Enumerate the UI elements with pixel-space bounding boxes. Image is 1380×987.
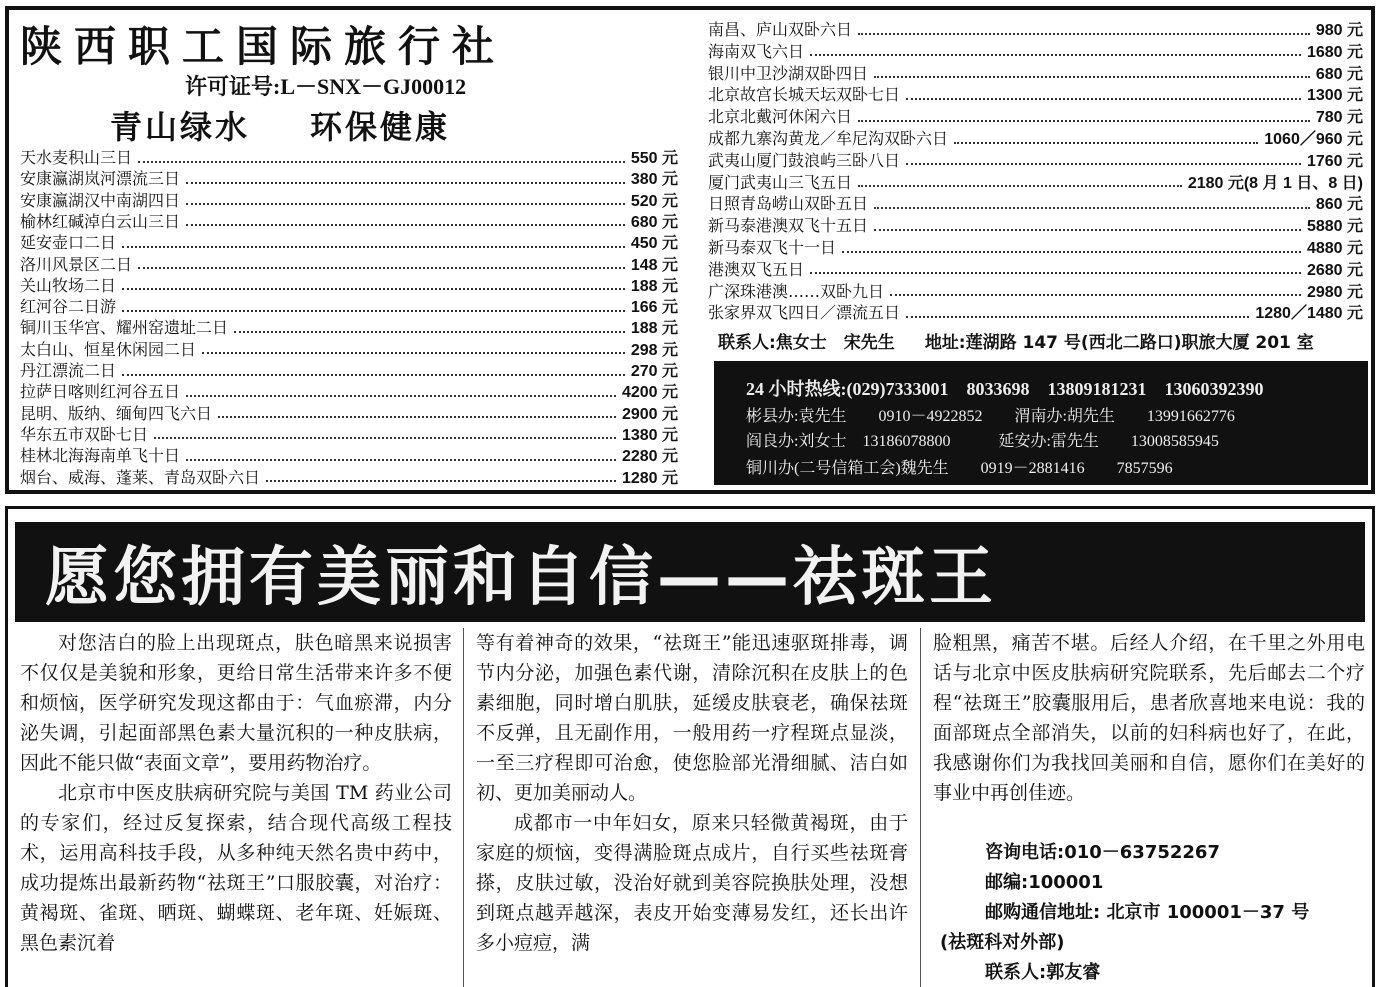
trip-name: 太白山、恒星休闲园二日 (20, 339, 197, 359)
dot-leader (138, 257, 625, 269)
trip-price: 2680 元 (1306, 261, 1363, 279)
trip-price: 2280 元 (621, 448, 678, 466)
dot-leader (810, 262, 1301, 274)
trip-price: 188 元 (630, 277, 678, 295)
trip-row (708, 236, 1363, 257)
trip-price: 166 元 (630, 299, 678, 317)
trip-name: 延安壶口二日 (20, 233, 117, 253)
dot-leader (122, 278, 625, 290)
trip-price: 188 元 (630, 320, 678, 338)
trip-row (20, 146, 678, 167)
trip-price: 1680 元 (1306, 43, 1363, 61)
trip-price: 520 元 (630, 192, 678, 210)
dot-leader (874, 219, 1301, 231)
trip-row (20, 423, 678, 444)
trip-name: 港澳双飞五日 (708, 259, 805, 279)
trip-name: 银川中卫沙湖双卧四日 (708, 63, 869, 83)
trip-row (20, 231, 678, 252)
trip-name: 厦门武夷山三飞五日 (708, 172, 853, 192)
trip-name: 张家界双飞四日／漂流五日 (708, 303, 901, 323)
trip-price: 1300 元 (1306, 87, 1363, 105)
dot-leader (874, 66, 1310, 78)
dot-leader (842, 241, 1301, 253)
trip-price: 1280／1480 元 (1255, 305, 1363, 323)
trip-row (708, 127, 1363, 148)
dot-leader (954, 132, 1258, 144)
hotline-box (714, 361, 1368, 485)
article-column-3 (933, 628, 1365, 808)
trip-row (20, 444, 678, 465)
article-column-1 (20, 628, 452, 958)
slogan-right: 环保健康 (310, 108, 451, 146)
trip-name: 烟台、威海、蓬莱、青岛双卧六日 (20, 467, 261, 487)
trip-price: 1760 元 (1306, 152, 1363, 170)
trip-row (708, 171, 1363, 192)
agency-title: 陕西职工国际旅行社 (20, 22, 507, 71)
trip-price: 450 元 (630, 235, 678, 253)
trip-name: 榆林红碱淖白云山三日 (20, 211, 181, 231)
trip-row (20, 189, 678, 210)
trip-name: 天水麦积山三日 (20, 148, 133, 167)
trip-name: 昆明、版纳、缅甸四飞六日 (20, 403, 213, 423)
column-divider (920, 628, 921, 987)
trip-name: 铜川玉华宫、耀州窑遗址二日 (20, 318, 229, 338)
trip-price: 1380 元 (621, 426, 678, 444)
trip-row (20, 210, 678, 231)
article-paragraph: 北京市中医皮肤病研究院与美国 TM 药业公司的专家们，经过反复探索，结合现代高级工程技术，运用高科技手段，从多种纯天然名贵中药中，成功提炼出最新药物“祛斑王”口服胶囊，对治疗：黄褐斑、雀斑、晒斑、蝴蝶斑、老年斑、妊娠斑、黑色素沉着 (20, 782, 452, 954)
trip-row (708, 83, 1363, 104)
dot-leader (858, 110, 1310, 122)
dot-leader (154, 427, 616, 439)
dot-leader (906, 153, 1301, 165)
dot-leader (234, 321, 625, 333)
article-paragraph: 等有着神奇的效果，“祛斑王”能迅速驱斑排毒，调节内分泌，加强色素代谢，清除沉积在皮肤上的色素细胞，同时增白肌肤，延缓皮肤衰老，确保祛斑不反弹，且无副作用，一般用药一疗程斑点显淡，一至三疗程即可治愈，使您脸部光滑细腻、洁白如初、更加美丽动人。 (476, 632, 908, 804)
trip-name: 北京北戴河休闲六日 (708, 107, 853, 127)
trip-row (20, 274, 678, 295)
trip-row (20, 167, 678, 188)
trip-row (20, 295, 678, 316)
trip-name: 丹江漂流二日 (20, 361, 117, 380)
article-paragraph: 成都市一中年妇女，原来只轻微黄褐斑，由于家庭的烦恼，变得满脸斑点成片，自行买些祛斑膏搽，皮肤过敏，没治好就到美容院换肤处理，没想到斑点越弄越深，表皮开始变薄易发红，还长出许多小痘痘，满 (476, 812, 908, 954)
trip-row (708, 40, 1363, 61)
dot-leader (202, 342, 625, 354)
trip-name: 华东五市双卧七日 (20, 424, 149, 444)
trip-row (20, 253, 678, 274)
trip-price: 148 元 (630, 256, 678, 274)
trip-name: 北京故宫长城天坛双卧七日 (708, 85, 901, 105)
medicine-contact: 联系人:郭友睿 (985, 962, 1101, 983)
department: (祛斑科对外部) (940, 932, 1065, 953)
trip-price: 680 元 (1315, 65, 1363, 83)
trip-name: 南昌、庐山双卧六日 (708, 20, 853, 39)
article-paragraph: 脸粗黑，痛苦不堪。后经人介绍，在千里之外用电话与北京中医皮肤病研究院联系，先后邮去二个疗程“祛斑王”胶囊服用后，患者欣喜地来电说：我的面部斑点全部消失，以前的妇科病也好了，在此，我感谢你们为我找回美丽和自信，愿你们在美好的事业中再创佳迹。 (933, 632, 1365, 804)
trip-row (20, 402, 678, 423)
trip-price: 680 元 (630, 213, 678, 231)
dot-leader (122, 300, 625, 312)
trip-row (708, 62, 1363, 83)
trip-price: 860 元 (1315, 196, 1363, 214)
trip-row (20, 380, 678, 401)
dot-leader (810, 44, 1301, 56)
column-divider (463, 628, 464, 987)
dot-leader (906, 306, 1249, 318)
medicine-banner: 愿您拥有美丽和自信——祛斑王 (15, 522, 1365, 622)
trip-name: 新马泰双飞十一日 (708, 238, 837, 257)
trip-name: 成都九寨沟黄龙／牟尼沟双卧六日 (708, 129, 949, 148)
agency-slogan (110, 102, 510, 148)
dot-leader (858, 175, 1182, 187)
dot-leader (186, 449, 616, 461)
zip-code: 邮编:100001 (985, 872, 1104, 893)
trip-row (708, 214, 1363, 235)
dot-leader (186, 214, 625, 226)
trip-row (708, 280, 1363, 301)
trip-name: 日照青岛崂山双卧五日 (708, 194, 869, 214)
dot-leader (186, 193, 625, 205)
trip-price: 980 元 (1315, 22, 1363, 39)
trip-price: 550 元 (630, 150, 678, 167)
trip-price: 780 元 (1315, 109, 1363, 127)
trip-price: 4880 元 (1306, 240, 1363, 257)
trip-name: 广深珠港澳……双卧九日 (708, 281, 885, 301)
trip-name: 海南双飞六日 (708, 41, 805, 61)
trip-name: 新马泰港澳双飞十五日 (708, 216, 869, 236)
trip-price: 4200 元 (621, 384, 678, 402)
trip-name: 洛川风景区二日 (20, 254, 133, 274)
dot-leader (186, 172, 625, 184)
dot-leader (874, 197, 1310, 209)
agency-license: 许可证号:L－SNX－GJ00012 (185, 74, 467, 99)
trip-row (708, 105, 1363, 126)
trip-price: 2980 元 (1306, 283, 1363, 301)
dot-leader (186, 385, 616, 397)
trip-price: 1060／960 元 (1264, 131, 1363, 148)
dot-leader (122, 236, 625, 248)
trip-price: 298 元 (630, 341, 678, 359)
dot-leader (218, 406, 616, 418)
contact-address: 地址:莲湖路 147 号(西北二路口)职旅大厦 201 室 (924, 333, 1314, 353)
trip-name: 安康瀛湖岚河漂流三日 (20, 169, 181, 189)
trip-price: 2900 元 (621, 405, 678, 423)
dot-leader (858, 23, 1310, 35)
trip-row (20, 359, 678, 380)
trip-row (20, 466, 678, 487)
dot-leader (266, 470, 616, 482)
contact-people: 联系人:焦女士 宋先生 (718, 333, 895, 353)
branch-line: 彬县办:袁先生 0910－4922852 渭南办:胡先生 13991662776 (746, 408, 1235, 425)
trip-row (708, 18, 1363, 39)
trip-row (708, 192, 1363, 213)
hotline-line: 24 小时热线:(029)7333001 8033698 13809181231 13060392390 (746, 379, 1264, 399)
consult-phone: 咨询电话:010－63752267 (985, 842, 1220, 863)
trip-name: 武夷山厦门鼓浪屿三卧八日 (708, 150, 901, 170)
dot-leader (138, 151, 625, 163)
trip-name: 桂林北海海南单飞十日 (20, 446, 181, 466)
trip-name: 红河谷二日游 (20, 297, 117, 317)
trip-price: 2180 元(8 月 1 日、8 日) (1187, 174, 1363, 192)
trip-name: 关山牧场二日 (20, 275, 117, 295)
branch-line: 铜川办(二号信箱工会)魏先生 0919－2881416 7857596 (746, 460, 1173, 477)
trip-price: 270 元 (630, 363, 678, 380)
trip-price: 1280 元 (621, 469, 678, 487)
trip-name: 安康瀛湖汉中南湖四日 (20, 190, 181, 210)
agency-contact (718, 328, 1344, 353)
dot-leader (122, 364, 625, 376)
trip-row (20, 316, 678, 337)
branch-line: 阎良办:刘女士 13186078800 延安办:雷先生 13008585945 (746, 433, 1219, 450)
mail-address: 邮购通信地址: 北京市 100001－37 号 (985, 902, 1310, 923)
article-column-2 (476, 628, 908, 958)
trip-price: 380 元 (630, 171, 678, 189)
dot-leader (890, 284, 1301, 296)
trip-price: 5880 元 (1306, 218, 1363, 236)
trip-row (708, 149, 1363, 170)
trip-row (708, 258, 1363, 279)
trip-row (708, 301, 1363, 322)
slogan-left: 青山绿水 (110, 108, 251, 146)
article-paragraph: 对您洁白的脸上出现斑点，肤色暗黑来说损害不仅仅是美貌和形象，更给日常生活带来许多不便和烦恼，医学研究发现这都由于：气血瘀滞，内分泌失调，引起面部黑色素大量沉积的一种皮肤病，因此不能只做“表面文章”，要用药物治疗。 (20, 632, 452, 774)
trip-name: 拉萨日喀则红河谷五日 (20, 382, 181, 402)
dot-leader (906, 88, 1301, 100)
trip-row (20, 338, 678, 359)
